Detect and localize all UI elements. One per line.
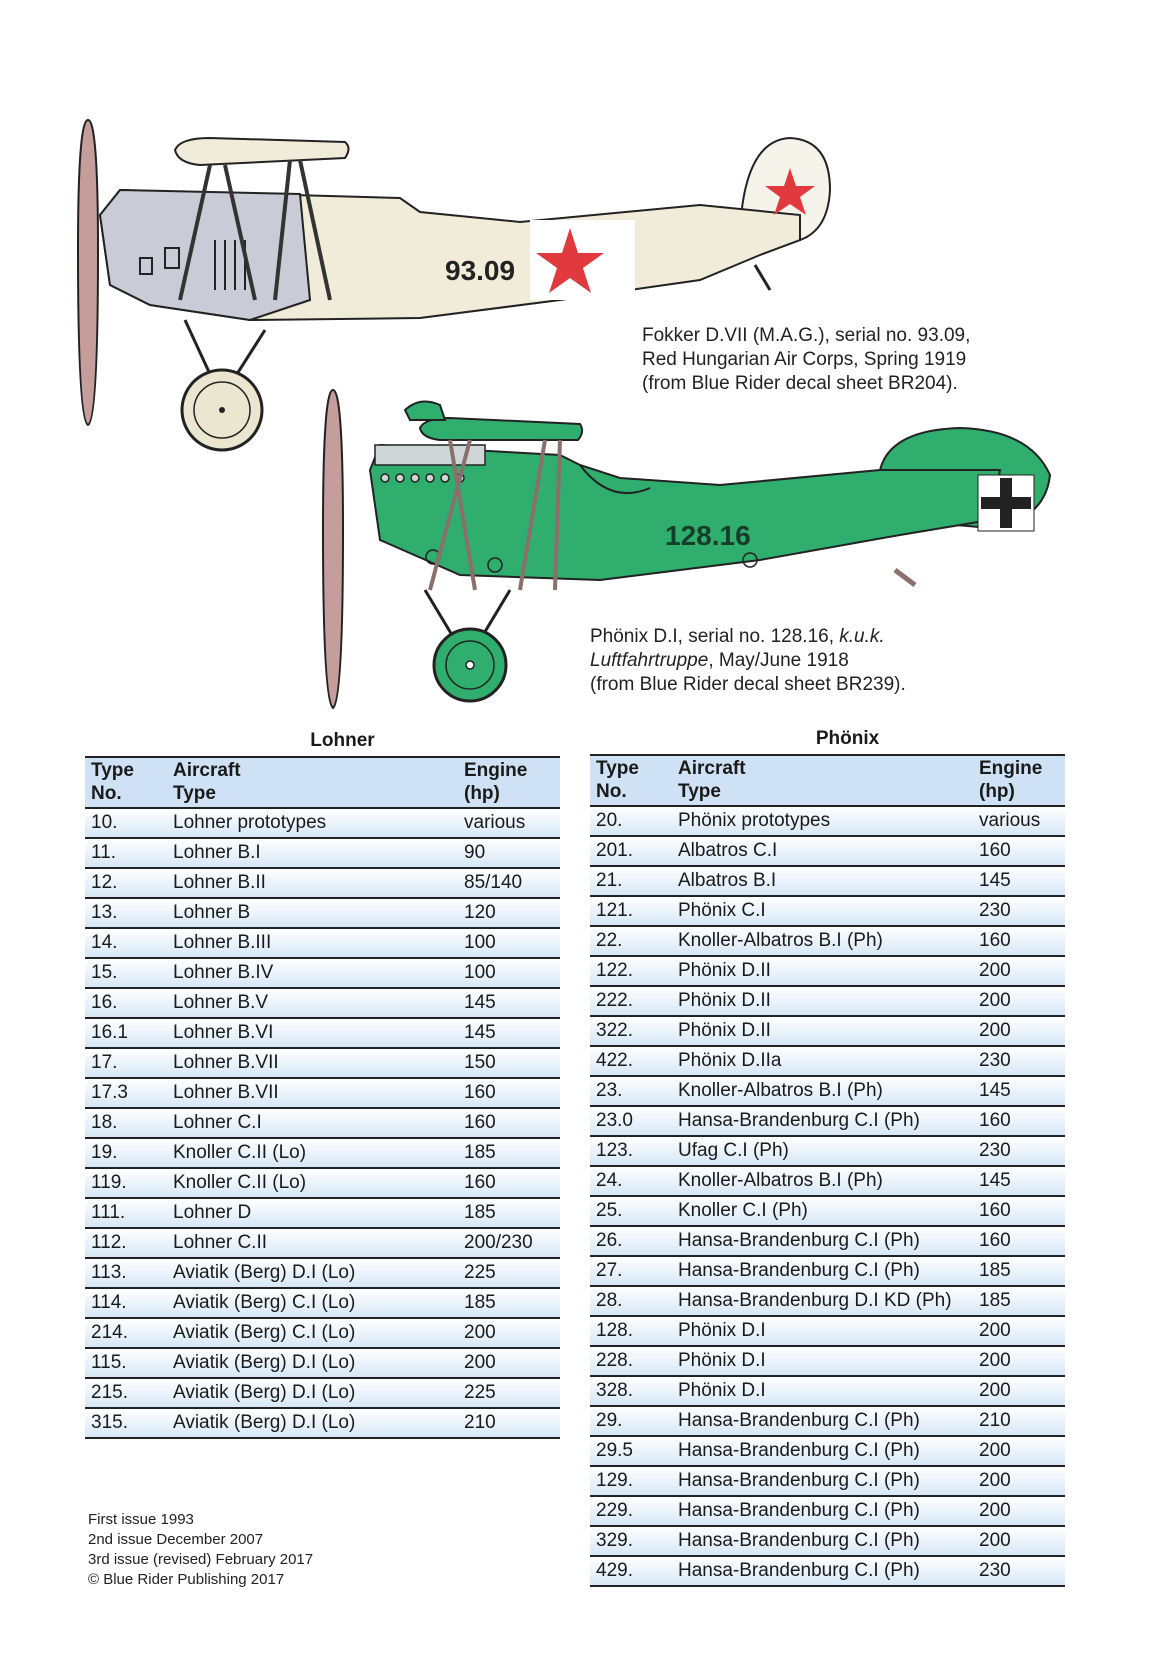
type-no-cell: 17. (85, 1048, 167, 1078)
header-type-no: Type No. (85, 757, 167, 808)
engine-hp-cell: 160 (973, 1226, 1065, 1256)
engine-hp-cell: 145 (973, 866, 1065, 896)
aircraft-type-cell: Hansa-Brandenburg C.I (Ph) (672, 1406, 973, 1436)
type-no-cell: 215. (85, 1378, 167, 1408)
aircraft-type-cell: Lohner B.V (167, 988, 458, 1018)
aircraft-type-cell: Lohner B.VII (167, 1078, 458, 1108)
engine-hp-cell: 160 (973, 1196, 1065, 1226)
aircraft-type-cell: Knoller C.II (Lo) (167, 1138, 458, 1168)
engine-hp-cell: 230 (973, 1556, 1065, 1586)
aircraft-type-cell: Aviatik (Berg) D.I (Lo) (167, 1258, 458, 1288)
table-row (590, 1256, 1065, 1286)
table-row (85, 928, 560, 958)
table-row (85, 1408, 560, 1438)
engine-hp-cell: 200 (973, 986, 1065, 1016)
aircraft-type-cell: Lohner B.VI (167, 1018, 458, 1048)
aircraft-type-cell: Hansa-Brandenburg C.I (Ph) (672, 1436, 973, 1466)
header-aircraft-type: Aircraft Type (167, 757, 458, 808)
aircraft-type-cell: Lohner B.II (167, 868, 458, 898)
engine-hp-cell: 200 (973, 1316, 1065, 1346)
type-no-cell: 122. (590, 956, 672, 986)
engine-hp-cell: 160 (458, 1108, 560, 1138)
type-no-cell: 23.0 (590, 1106, 672, 1136)
fokker-caption (642, 324, 970, 396)
type-no-cell: 11. (85, 838, 167, 868)
aircraft-type-cell: Phönix D.II (672, 956, 973, 986)
header-engine: Engine (hp) (973, 755, 1065, 806)
table-row (85, 1078, 560, 1108)
engine-hp-cell: 160 (973, 1106, 1065, 1136)
engine-hp-cell: 160 (973, 926, 1065, 956)
type-no-cell: 422. (590, 1046, 672, 1076)
table-row (590, 866, 1065, 896)
type-no-cell: 22. (590, 926, 672, 956)
type-no-cell: 119. (85, 1168, 167, 1198)
engine-hp-cell: 145 (458, 1018, 560, 1048)
fokker-serial-marking: 93.09 (445, 255, 516, 286)
type-no-cell: 20. (590, 806, 672, 836)
table-row (590, 1556, 1065, 1586)
type-no-cell: 17.3 (85, 1078, 167, 1108)
phonix-caption-date: , May/June 1918 (708, 650, 849, 671)
table-row (85, 1168, 560, 1198)
type-no-cell: 328. (590, 1376, 672, 1406)
aircraft-type-cell: Lohner C.I (167, 1108, 458, 1138)
phonix-title: Phönix (815, 728, 880, 749)
table-row (590, 1376, 1065, 1406)
phonix-table (590, 754, 1065, 1587)
engine-hp-cell: various (458, 808, 560, 838)
table-row (85, 1138, 560, 1168)
table-row (590, 836, 1065, 866)
phonix-caption-line3: (from Blue Rider decal sheet BR239). (590, 674, 906, 695)
aircraft-type-cell: Lohner B.IV (167, 958, 458, 988)
aircraft-type-cell: Phönix D.I (672, 1376, 973, 1406)
footer-line2: 2nd issue December 2007 (88, 1531, 264, 1548)
table-row (85, 1048, 560, 1078)
aircraft-type-cell: Knoller C.I (Ph) (672, 1196, 973, 1226)
table-row (590, 1196, 1065, 1226)
table-row (85, 988, 560, 1018)
type-no-cell: 329. (590, 1526, 672, 1556)
engine-hp-cell: 230 (973, 896, 1065, 926)
type-no-cell: 201. (590, 836, 672, 866)
type-no-cell: 18. (85, 1108, 167, 1138)
engine-hp-cell: 185 (458, 1138, 560, 1168)
engine-hp-cell: 85/140 (458, 868, 560, 898)
table-row (590, 896, 1065, 926)
phonix-table-block (590, 728, 1065, 1587)
type-no-cell: 315. (85, 1408, 167, 1438)
table-row (590, 1046, 1065, 1076)
engine-hp-cell: 145 (973, 1166, 1065, 1196)
type-no-cell: 24. (590, 1166, 672, 1196)
aircraft-type-cell: Hansa-Brandenburg C.I (Ph) (672, 1466, 973, 1496)
engine-hp-cell: 210 (973, 1406, 1065, 1436)
engine-hp-cell: 230 (973, 1046, 1065, 1076)
type-no-cell: 214. (85, 1318, 167, 1348)
issue-footer (88, 1510, 313, 1590)
aircraft-type-cell: Hansa-Brandenburg C.I (Ph) (672, 1106, 973, 1136)
aircraft-type-cell: Aviatik (Berg) D.I (Lo) (167, 1378, 458, 1408)
type-no-cell: 111. (85, 1198, 167, 1228)
footer-line1: First issue 1993 (88, 1511, 194, 1528)
aircraft-type-cell: Knoller-Albatros B.I (Ph) (672, 926, 973, 956)
fokker-caption-line3: (from Blue Rider decal sheet BR204). (642, 373, 958, 394)
header-type-no: Type No. (590, 755, 672, 806)
lohner-title: Lohner (310, 730, 375, 751)
table-row (590, 1526, 1065, 1556)
type-no-cell: 23. (590, 1076, 672, 1106)
engine-hp-cell: 200 (973, 956, 1065, 986)
table-row (590, 1106, 1065, 1136)
table-row (590, 926, 1065, 956)
engine-hp-cell: 185 (458, 1288, 560, 1318)
engine-hp-cell: 200/230 (458, 1228, 560, 1258)
engine-hp-cell: 200 (973, 1016, 1065, 1046)
table-row (590, 1496, 1065, 1526)
engine-hp-cell: 200 (973, 1436, 1065, 1466)
fokker-caption-line2: Red Hungarian Air Corps, Spring 1919 (642, 349, 967, 370)
engine-hp-cell: 200 (458, 1318, 560, 1348)
fokker-caption-line1: Fokker D.VII (M.A.G.), serial no. 93.09, (642, 325, 971, 346)
aircraft-type-cell: Hansa-Brandenburg C.I (Ph) (672, 1496, 973, 1526)
type-no-cell: 129. (590, 1466, 672, 1496)
aircraft-type-cell: Hansa-Brandenburg C.I (Ph) (672, 1226, 973, 1256)
header-aircraft-type: Aircraft Type (672, 755, 973, 806)
engine-hp-cell: 100 (458, 958, 560, 988)
engine-hp-cell: various (973, 806, 1065, 836)
aircraft-type-cell: Ufag C.I (Ph) (672, 1136, 973, 1166)
table-row (85, 898, 560, 928)
aircraft-type-cell: Aviatik (Berg) C.I (Lo) (167, 1288, 458, 1318)
engine-hp-cell: 145 (458, 988, 560, 1018)
engine-hp-cell: 185 (973, 1286, 1065, 1316)
lohner-table (85, 756, 560, 1439)
engine-hp-cell: 200 (973, 1346, 1065, 1376)
type-no-cell: 15. (85, 958, 167, 988)
type-no-cell: 10. (85, 808, 167, 838)
type-no-cell: 222. (590, 986, 672, 1016)
type-no-cell: 27. (590, 1256, 672, 1286)
aircraft-type-cell: Hansa-Brandenburg C.I (Ph) (672, 1256, 973, 1286)
aircraft-type-cell: Hansa-Brandenburg D.I KD (Ph) (672, 1286, 973, 1316)
engine-hp-cell: 160 (973, 836, 1065, 866)
footer-line3: 3rd issue (revised) February 2017 (88, 1551, 314, 1568)
aircraft-type-cell: Phönix D.II (672, 986, 973, 1016)
type-no-cell: 123. (590, 1136, 672, 1166)
table-row (590, 1016, 1065, 1046)
type-no-cell: 229. (590, 1496, 672, 1526)
lohner-header-row (85, 757, 560, 808)
table-row (590, 986, 1065, 1016)
type-no-cell: 115. (85, 1348, 167, 1378)
engine-hp-cell: 200 (973, 1526, 1065, 1556)
type-no-cell: 21. (590, 866, 672, 896)
table-row (590, 1166, 1065, 1196)
table-row (590, 1136, 1065, 1166)
aircraft-type-cell: Aviatik (Berg) D.I (Lo) (167, 1408, 458, 1438)
engine-hp-cell: 120 (458, 898, 560, 928)
engine-hp-cell: 225 (458, 1378, 560, 1408)
aircraft-type-cell: Phönix D.IIa (672, 1046, 973, 1076)
table-row (590, 1286, 1065, 1316)
aircraft-type-cell: Hansa-Brandenburg C.I (Ph) (672, 1556, 973, 1586)
phonix-table-body (590, 806, 1065, 1586)
engine-hp-cell: 145 (973, 1076, 1065, 1106)
lohner-table-block (85, 730, 560, 1439)
type-no-cell: 121. (590, 896, 672, 926)
engine-hp-cell: 230 (973, 1136, 1065, 1166)
aircraft-type-cell: Lohner B.I (167, 838, 458, 868)
table-row (590, 1406, 1065, 1436)
table-row (85, 1258, 560, 1288)
engine-hp-cell: 210 (458, 1408, 560, 1438)
lohner-table-body (85, 808, 560, 1438)
aircraft-type-cell: Aviatik (Berg) C.I (Lo) (167, 1318, 458, 1348)
table-row (85, 1378, 560, 1408)
engine-hp-cell: 150 (458, 1048, 560, 1078)
type-no-cell: 112. (85, 1228, 167, 1258)
aircraft-type-cell: Lohner prototypes (167, 808, 458, 838)
engine-hp-cell: 160 (458, 1078, 560, 1108)
table-row (85, 838, 560, 868)
aircraft-type-cell: Phönix C.I (672, 896, 973, 926)
phonix-caption-line1: Phönix D.I, serial no. 128.16, (590, 626, 840, 647)
aircraft-type-cell: Hansa-Brandenburg C.I (Ph) (672, 1526, 973, 1556)
phonix-caption (590, 625, 906, 697)
type-no-cell: 13. (85, 898, 167, 928)
phonix-caption-luftfahrtruppe: Luftfahrtruppe (590, 650, 709, 671)
phonix-caption-kuk: k.u.k. (839, 626, 885, 647)
engine-hp-cell: 90 (458, 838, 560, 868)
engine-hp-cell: 225 (458, 1258, 560, 1288)
table-row (85, 1018, 560, 1048)
type-no-cell: 26. (590, 1226, 672, 1256)
table-row (85, 958, 560, 988)
type-no-cell: 113. (85, 1258, 167, 1288)
phonix-serial-marking: 128.16 (665, 520, 751, 551)
footer-line4: © Blue Rider Publishing 2017 (88, 1571, 285, 1588)
aircraft-type-cell: Lohner D (167, 1198, 458, 1228)
aircraft-illustrations (0, 0, 1172, 720)
aircraft-type-cell: Phönix D.II (672, 1016, 973, 1046)
table-row (85, 1348, 560, 1378)
table-row (590, 1346, 1065, 1376)
type-no-cell: 29.5 (590, 1436, 672, 1466)
type-no-cell: 19. (85, 1138, 167, 1168)
type-no-cell: 28. (590, 1286, 672, 1316)
table-row (85, 1288, 560, 1318)
phonix-cross-icon (978, 475, 1034, 531)
type-no-cell: 14. (85, 928, 167, 958)
engine-hp-cell: 160 (458, 1168, 560, 1198)
table-row (590, 1316, 1065, 1346)
aircraft-type-cell: Lohner B.III (167, 928, 458, 958)
type-no-cell: 322. (590, 1016, 672, 1046)
type-no-cell: 16.1 (85, 1018, 167, 1048)
aircraft-type-cell: Lohner B.VII (167, 1048, 458, 1078)
type-no-cell: 16. (85, 988, 167, 1018)
table-row (590, 806, 1065, 836)
aircraft-type-cell: Albatros B.I (672, 866, 973, 896)
table-row (85, 1318, 560, 1348)
type-no-cell: 29. (590, 1406, 672, 1436)
aircraft-type-cell: Albatros C.I (672, 836, 973, 866)
type-no-cell: 12. (85, 868, 167, 898)
engine-hp-cell: 200 (973, 1376, 1065, 1406)
aircraft-type-cell: Phönix prototypes (672, 806, 973, 836)
engine-hp-cell: 200 (973, 1466, 1065, 1496)
engine-hp-cell: 185 (458, 1198, 560, 1228)
aircraft-type-cell: Phönix D.I (672, 1316, 973, 1346)
engine-hp-cell: 100 (458, 928, 560, 958)
aircraft-type-cell: Knoller-Albatros B.I (Ph) (672, 1076, 973, 1106)
aircraft-type-cell: Aviatik (Berg) D.I (Lo) (167, 1348, 458, 1378)
table-row (85, 808, 560, 838)
engine-hp-cell: 200 (458, 1348, 560, 1378)
aircraft-type-cell: Phönix D.I (672, 1346, 973, 1376)
type-no-cell: 114. (85, 1288, 167, 1318)
table-row (590, 1226, 1065, 1256)
phonix-header-row (590, 755, 1065, 806)
table-row (85, 1198, 560, 1228)
engine-hp-cell: 200 (973, 1496, 1065, 1526)
table-row (85, 868, 560, 898)
type-no-cell: 25. (590, 1196, 672, 1226)
type-no-cell: 228. (590, 1346, 672, 1376)
fokker-d7-illustration (78, 120, 830, 450)
aircraft-type-cell: Lohner C.II (167, 1228, 458, 1258)
table-row (590, 1436, 1065, 1466)
table-row (590, 956, 1065, 986)
table-row (85, 1228, 560, 1258)
aircraft-type-cell: Knoller-Albatros B.I (Ph) (672, 1166, 973, 1196)
table-row (590, 1076, 1065, 1106)
engine-hp-cell: 185 (973, 1256, 1065, 1286)
type-no-cell: 128. (590, 1316, 672, 1346)
type-no-cell: 429. (590, 1556, 672, 1586)
aircraft-type-cell: Knoller C.II (Lo) (167, 1168, 458, 1198)
table-row (590, 1466, 1065, 1496)
aircraft-type-cell: Lohner B (167, 898, 458, 928)
header-engine: Engine (hp) (458, 757, 560, 808)
table-row (85, 1108, 560, 1138)
